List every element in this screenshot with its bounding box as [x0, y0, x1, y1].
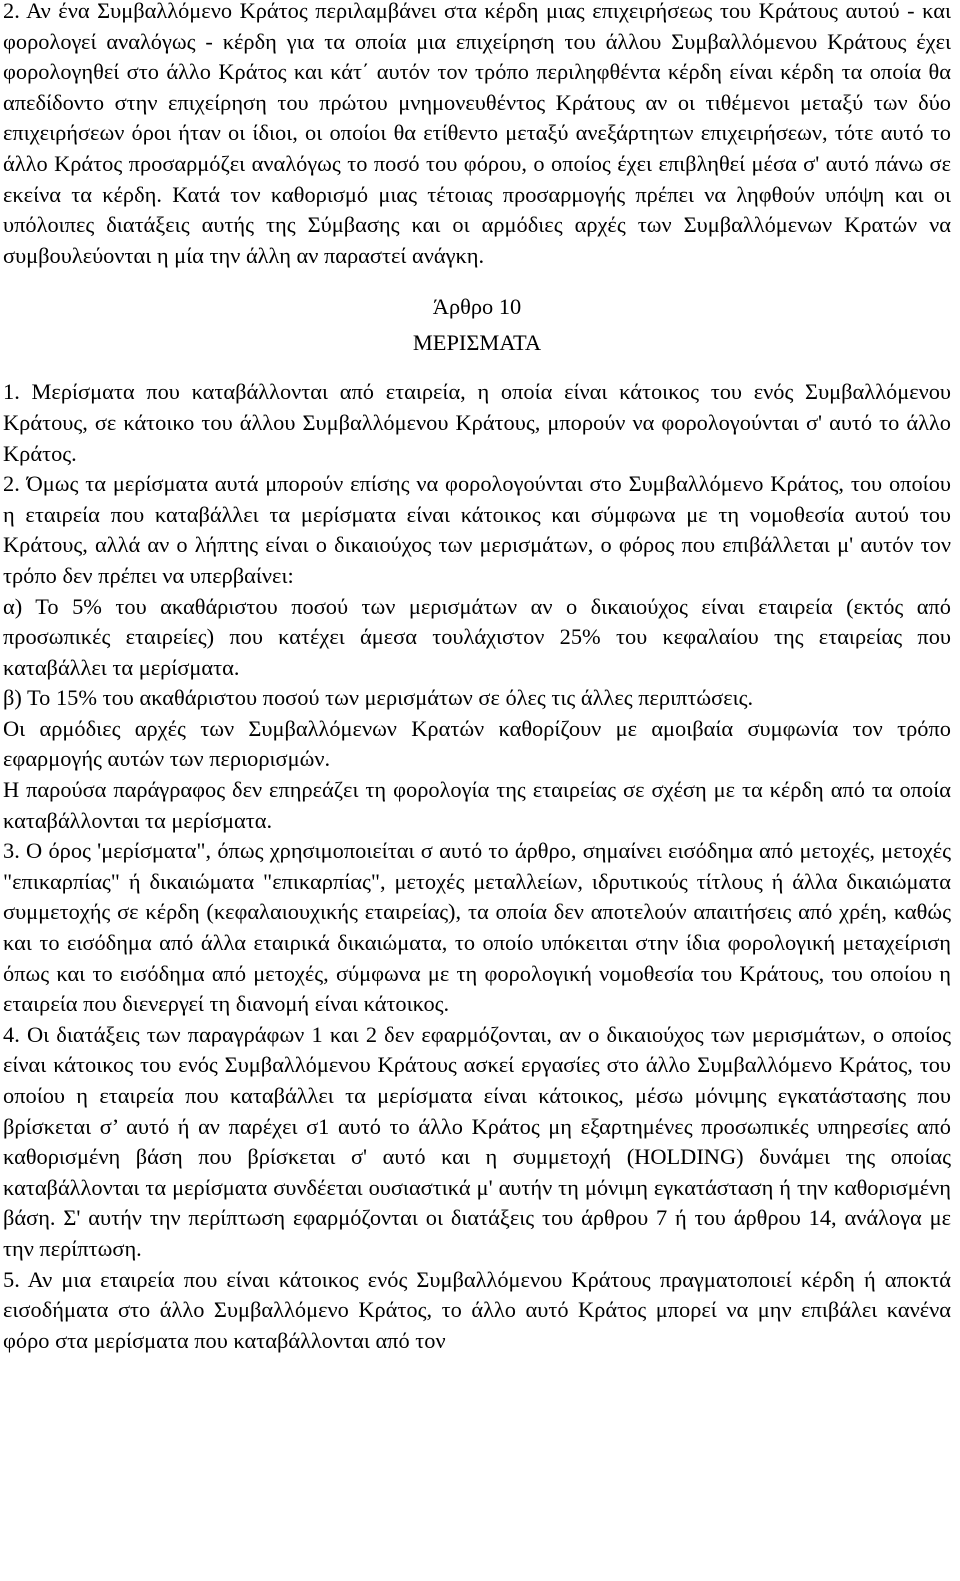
paragraph-5: 5. Αν μια εταιρεία που είναι κάτοικος ενός Συμβαλλόμενου Κράτους πραγματοποιεί κέρδη ή αποκτά εισοδήματα στο άλλο Συμβαλλόμενο Κράτος, το άλλο αυτό Κράτος μπορεί να μην επιβάλει κανένα φόρο στα μερίσματα που καταβάλλονται από τον [3, 1266, 951, 1353]
paragraph-2-item-b: β) Το 15% του ακαθάριστου ποσού των μερισμάτων σε όλες τις άλλες περιπτώσεις. [3, 685, 754, 711]
paragraph-4: 4. Οι διατάξεις των παραγράφων 1 και 2 δεν εφαρμόζονται, αν ο δικαιούχος των μερισμάτων, ο οποίος είναι κάτοικος του ενός Συμβαλλόμενου Κράτους ασκεί εργασίες στο άλλο Συμβαλλόμενο Κράτος, του οποίου η εταιρεία που καταβάλλει τα μερίσματα είναι κάτοικος, μέσω μόνιμης εγκατάστασης που βρίσκεται σ’ αυτό ή αν παρέχει σ1 αυτό το άλλο Κράτος μη εξαρτημένες προσωπικές υπηρεσίες από καθορισμένη βάση που βρίσκεται σ' αυτό και η συμμετοχή (HOLDING) δυνάμει της οποίας καταβάλλονται τα μερίσματα συνδέεται ουσιαστικά μ' αυτήν τη μόνιμη εγκατάσταση ή την καθορισμένη βάση. Σ' αυτήν την περίπτωση εφαρμόζονται οι διατάξεις του άρθρου 7 ή του άρθρου 14, ανάλογα με την περίπτωση. [3, 1021, 951, 1261]
previous-article-paragraph-2: 2. Αν ένα Συμβαλλόμενο Κράτος περιλαμβάνει στα κέρδη μιας επιχειρήσεως του Κράτους αυτού - και φορολογεί αναλόγως - κέρδη για τα οποία μια επιχείρηση του άλλου Συμβαλλόμενου Κράτους έχει φορολογηθεί στο άλλο Κράτος και κάτ΄ αυτόν τον τρόπο περιληφθέντα κέρδη είναι κέρδη τα οποία θα απεδίδοντο στην επιχείρηση του πρώτου μνημονευθέντος Κράτους αν οι τιθέμενοι μεταξύ των δύο επιχειρήσεων όροι ήταν οι ίδιοι, οι οποίοι θα ετίθεντο μεταξύ ανεξάρτητων επιχειρήσεων, τότε αυτό το άλλο Κράτος προσαρμόζει αναλόγως το ποσό του φόρου, ο οποίος έχει επιβληθεί μέσα σ' αυτό πάνω σε εκείνα τα κέρδη. Κατά τον καθορισμό μιας τέτοιας προσαρμογής πρέπει να ληφθούν υπόψη και οι υπόλοιπες διατάξεις αυτής της Σύμβασης και οι αρμόδιες αρχές των Συμβαλλόμενων Κρατών να συμβουλεύονται η μία την άλλη αν παραστεί ανάγκη. [3, 0, 951, 268]
paragraph-1: 1. Μερίσματα που καταβάλλονται από εταιρεία, η οποία είναι κάτοικος του ενός Συμβαλλόμενου Κράτους, σε κάτοικο του άλλου Συμβαλλόμενου Κράτους, μπορούν να φορολογούνται σ' αυτό το άλλο Κράτος. [3, 379, 951, 466]
paragraph-2-item-a: α) Το 5% του ακαθάριστου ποσού των μερισμάτων αν ο δικαιούχος είναι εταιρεία (εκτός από προσωπικές εταιρείες) που κατέχει άμεσα τουλάχιστον 25% του κεφαλαίου της εταιρείας που καταβάλλει τα μερίσματα. [3, 593, 951, 680]
article-number: Άρθρο 10 [432, 294, 522, 320]
paragraph-2-agreement-note: Οι αρμόδιες αρχές των Συμβαλλόμενων Κρατών καθορίζουν με αμοιβαία συμφωνία τον τρόπο εφαρμογής αυτών των περιορισμών. [3, 715, 951, 772]
paragraph-2-profits-note: Η παρούσα παράγραφος δεν επηρεάζει τη φορολογία της εταιρείας σε σχέση με τα κέρδη από τα οποία καταβάλλονται τα μερίσματα. [3, 777, 951, 833]
article-title: ΜΕΡΙΣΜΑΤΑ [412, 330, 542, 356]
article-heading [3, 289, 951, 361]
paragraph-2: 2. Όμως τα μερίσματα αυτά μπορούν επίσης να φορολογούνται στο Συμβαλλόμενο Κράτος, του οποίου η εταιρεία που καταβάλλει τα μερίσματα είναι κάτοικος και σύμφωνα με τη νομοθεσία αυτού του Κράτους, αλλά αν ο λήπτης είναι ο δικαιούχος των μερισμάτων, ο φόρος που επιβάλλεται μ' αυτόν τον τρόπο δεν πρέπει να υπερβαίνει: [3, 471, 951, 588]
paragraph-3: 3. Ο όρος 'μερίσματα", όπως χρησιμοποιείται σ αυτό το άρθρο, σημαίνει εισόδημα από μετοχές, μετοχές "επικαρπίας" ή δικαιώματα "επικαρπίας", μετοχές μεταλλείων, ιδρυτικούς τίτλους ή άλλα δικαιώματα συμμετοχής σε κέρδη (κεφαλαιουχικής εταιρείας), τα οποία δεν αποτελούν απαιτήσεις από χρέη, καθώς και το εισόδημα από άλλα εταιρικά δικαιώματα, το οποίο υπόκειται στην ίδια φορολογική μεταχείριση όπως και το εισόδημα από μετοχές, σύμφωνα με τη φορολογική νομοθεσία του Κράτους, του οποίου η εταιρεία που διενεργεί τη διανομή είναι κάτοικος. [3, 838, 951, 1017]
